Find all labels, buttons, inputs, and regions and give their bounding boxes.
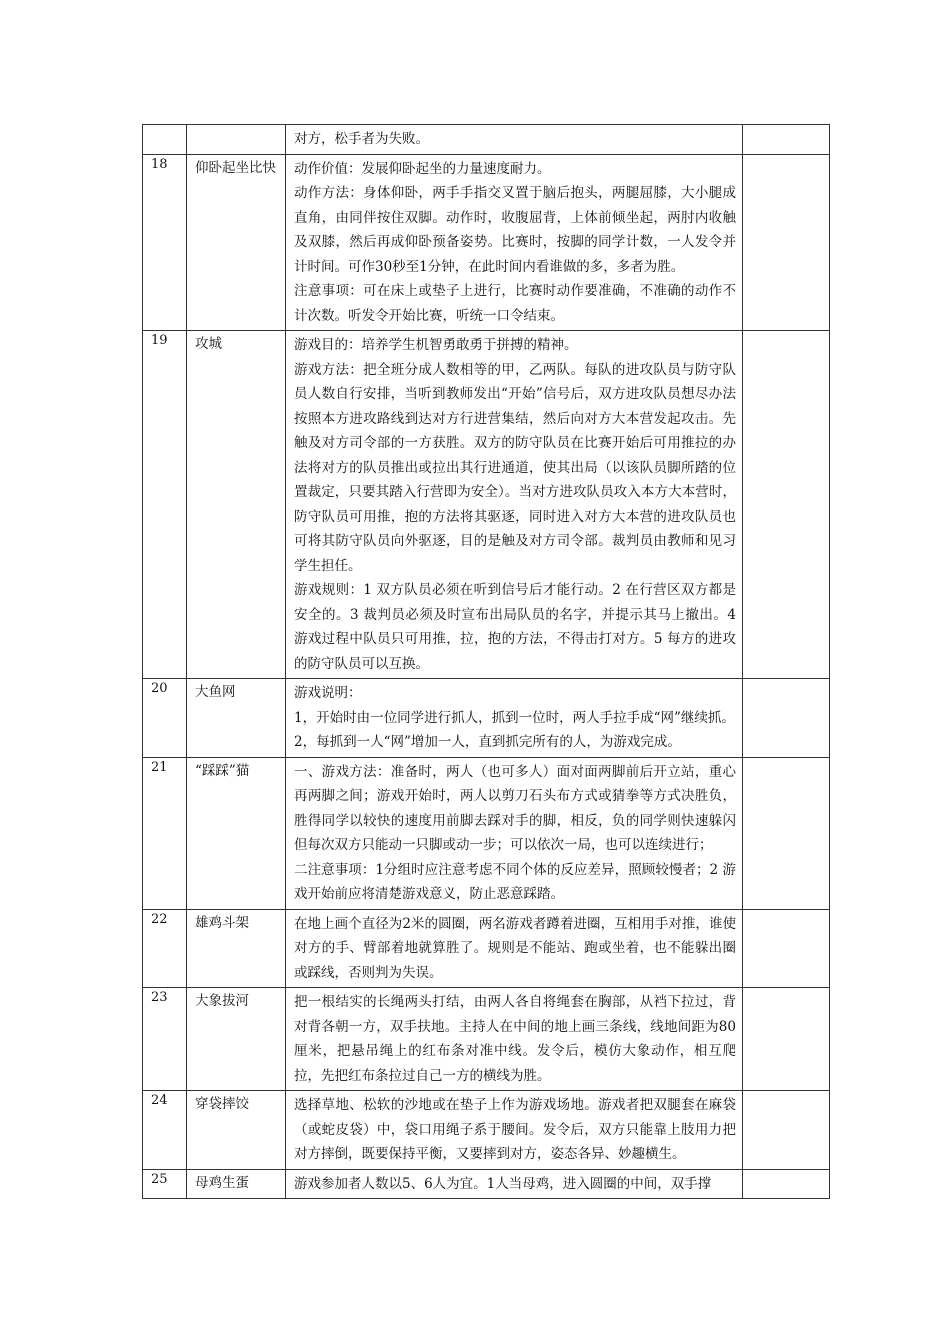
description-paragraph: 注意事项：可在床上或垫子上进行，比赛时动作要准确，不准确的动作不计次数。听发令开始比赛，听统一口令结束。 <box>294 283 736 324</box>
game-description <box>286 988 743 1091</box>
description-paragraph: 游戏目的：培养学生机智勇敢勇于拼搏的精神。 <box>294 337 578 353</box>
game-description <box>286 125 743 155</box>
row-number: 23 <box>143 988 187 1091</box>
description-paragraph: 一、游戏方法：准备时，两人（也可多人）面对面两脚前后开立站，重心再两脚之间；游戏开始时，两人以剪刀石头布方式或猜拳等方式决胜负，胜得同学以较快的速度用前脚去踩对手的脚，相反，负的同学则快速躲闪但每次双方只能动一只脚或动一步；可以依次一局，也可以连续进行； <box>294 763 736 853</box>
description-paragraph: 动作价值：发展仰卧起坐的力量速度耐力。 <box>294 160 551 177</box>
description-paragraph: 把一根结实的长绳两头打结，由两人各自将绳套在胸部，从裆下拉过，背对背各朝一方，双手扶地。主持人在中间的地上画三条线，线地间距为80厘米，把悬吊绳上的红布条对准中线。发令后，模仿大象动作，相互爬拉，先把红布条拉过自己一方的横线为胜。 <box>294 994 736 1084</box>
table-row <box>143 331 830 679</box>
description-paragraph: 选择草地、松软的沙地或在垫子上作为游戏场地。游戏者把双腿套在麻袋（或蛇皮袋）中，袋口用绳子系于腰间。发令后，双方只能靠上肢用力把对方摔倒，既要保持平衡，又要摔到对方，姿态各异、妙趣横生。 <box>294 1097 736 1162</box>
game-description <box>286 154 743 331</box>
description-paragraph: 游戏方法：把全班分成人数相等的甲，乙两队。每队的进攻队员与防守队员人数自行安排，当听到教师发出“开始”信号后，双方进攻队员想尽办法按照本方进攻路线到达对方行进营集结，然后向对方大本营发起攻击。先触及对方司令部的一方获胜。双方的防守队员在比赛开始后可用推拉的办法将对方的队员推出或拉出其行进通道，使其出局（以该队员脚所踏的位置裁定，只要其踏入行营即为安全）。当对方进攻队员攻入本方大本营时，防守队员可用推，抱的方法将其驱逐，同时进入对方大本营的进攻队员也可将其防守队员向外驱逐，目的是触及对方司令部。裁判员由教师和见习学生担任。 <box>294 361 736 574</box>
description-paragraph: 游戏说明： <box>294 685 362 701</box>
game-description <box>286 1169 743 1199</box>
description-paragraph: 二注意事项：1分组时应注意考虑不同个体的反应差异，照顾较慢者；2 游戏开始前应将清楚游戏意义，防止恶意踩踏。 <box>294 861 736 902</box>
table-row <box>143 154 830 331</box>
table-row <box>143 988 830 1091</box>
row-number: 18 <box>143 154 187 331</box>
row-number: 20 <box>143 679 187 758</box>
game-description <box>286 679 743 758</box>
table-row <box>143 757 830 909</box>
remarks-cell <box>743 1169 830 1199</box>
game-description <box>286 909 743 988</box>
table-row <box>143 1091 830 1170</box>
game-description <box>286 757 743 909</box>
game-description <box>286 331 743 679</box>
description-paragraph: 在地上画个直径为2米的圆圈，两名游戏者蹲着进圈，互相用手对推，谁使对方的手、臂部着地就算胜了。规则是不能站、跑或坐着，也不能躲出圈或踩线，否则判为失误。 <box>294 915 736 981</box>
row-number: 22 <box>143 909 187 988</box>
game-name: “踩踩”猫 <box>187 757 286 909</box>
row-number: 25 <box>143 1169 187 1199</box>
row-number: 19 <box>143 331 187 679</box>
remarks-cell <box>743 331 830 679</box>
table-row <box>143 125 830 155</box>
game-name: 仰卧起坐比快 <box>187 154 286 331</box>
remarks-cell <box>743 679 830 758</box>
table-row <box>143 1169 830 1199</box>
game-name: 雄鸡斗架 <box>187 909 286 988</box>
remarks-cell <box>743 154 830 331</box>
description-paragraph: 2，每抓到一人“网”增加一人，直到抓完所有的人，为游戏完成。 <box>294 734 681 750</box>
game-description <box>286 1091 743 1170</box>
game-name: 母鸡生蛋 <box>187 1169 286 1199</box>
game-name <box>187 125 286 155</box>
row-number: 24 <box>143 1091 187 1170</box>
description-paragraph: 1，开始时由一位同学进行抓人，抓到一位时，两人手拉手成“网”继续抓。 <box>294 709 735 726</box>
remarks-cell <box>743 909 830 988</box>
game-name: 大鱼网 <box>187 679 286 758</box>
table-row <box>143 679 830 758</box>
remarks-cell <box>743 125 830 155</box>
row-number <box>143 125 187 155</box>
games-table <box>142 124 830 1199</box>
description-paragraph: 对方，松手者为失败。 <box>294 131 429 147</box>
remarks-cell <box>743 1091 830 1170</box>
game-name: 穿袋摔饺 <box>187 1091 286 1170</box>
game-name: 攻城 <box>187 331 286 679</box>
table-row <box>143 909 830 988</box>
description-paragraph: 动作方法：身体仰卧，两手手指交叉置于脑后抱头，两腿屈膝，大小腿成直角，由同伴按住双脚。动作时，收腹屈背，上体前倾坐起，两肘内收触及双膝，然后再成仰卧预备姿势。比赛时，按脚的同学计数，一人发令并计时间。可作30秒至1分钟，在此时间内看谁做的多，多者为胜。 <box>294 185 736 275</box>
description-paragraph: 游戏参加者人数以5、6人为宜。1人当母鸡，进入圆圈的中间，双手撑 <box>294 1175 712 1192</box>
remarks-cell <box>743 757 830 909</box>
description-paragraph: 游戏规则：1 双方队员必须在听到信号后才能行动。2 在行营区双方都是安全的。3 裁判员必须及时宣布出局队员的名字，并提示其马上撤出。4 游戏过程中队员只可用推，拉，抱的方法，不得击打对方。5 每方的进攻的防守队员可以互换。 <box>294 582 736 672</box>
remarks-cell <box>743 988 830 1091</box>
row-number: 21 <box>143 757 187 909</box>
game-name: 大象拔河 <box>187 988 286 1091</box>
